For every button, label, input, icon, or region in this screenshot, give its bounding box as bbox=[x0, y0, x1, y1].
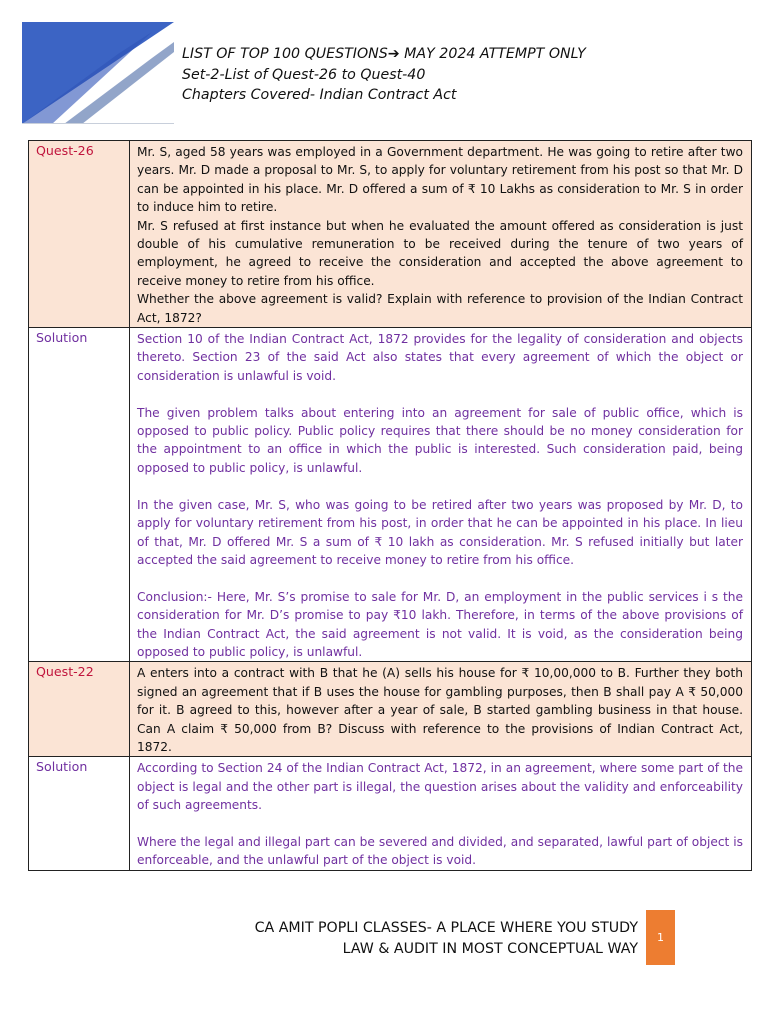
logo-graphic bbox=[22, 22, 174, 124]
header-chapters: Chapters Covered- Indian Contract Act bbox=[182, 87, 457, 103]
question-text bbox=[130, 662, 752, 757]
solution-paragraph: Where the legal and illegal part can be severed and divided, and separated, lawful part of object is enforceable, and the unlawful part of the object is void. bbox=[137, 834, 743, 868]
solution-paragraph: Conclusion:- Here, Mr. S’s promise to sale for Mr. D, an employment in the public services i s the consideration for Mr. D’s promise to pay ₹10 lakh. Therefore, in terms of the above provisions of the Indian Contract Act, the said agreement is not valid. It is void, as the consideration being opposed to public policy, is unlawful. bbox=[137, 589, 743, 659]
solution-paragraph: In the given case, Mr. S, who was going to be retired after two years was proposed by Mr. D, to apply for voluntary retirement from his post, in order that he can be appointed in his place. In lieu of that, Mr. D offered Mr. S a sum of ₹ 10 lakh as consideration. Mr. S refused initially but later accepted the said agreement to receive money to retire from his office. bbox=[137, 497, 743, 567]
footer-line: LAW & AUDIT IN MOST CONCEPTUAL WAY bbox=[342, 940, 638, 957]
question-text bbox=[130, 141, 752, 328]
solution-paragraph: Section 10 of the Indian Contract Act, 1872 provides for the legality of consideration and objects thereto. Section 23 of the said Act also states that every agreement of which the object or consideration is unlawful is void. bbox=[137, 332, 743, 383]
question-row bbox=[29, 662, 752, 757]
question-paragraph: A enters into a contract with B that he (A) sells his house for ₹ 10,00,000 to B. Further they both signed an agreement that if B uses the house for gambling purposes, then B shall pay A ₹ 50,000 for it. B agreed to this, however after a year of sale, B started gambling business in that house. Can A claim ₹ 50,000 from B? Discuss with reference to the provisions of Indian Contract Act, 1872. bbox=[137, 666, 743, 754]
question-paragraph: Mr. S, aged 58 years was employed in a Government department. He was going to retire after two years. Mr. D made a proposal to Mr. S, to apply for voluntary retirement from his post so that Mr. D can be appointed in his place. Mr. D offered a sum of ₹ 10 Lakhs as consideration to Mr. S in order to induce him to retire. bbox=[137, 145, 743, 215]
row-label: Quest-22 bbox=[29, 662, 130, 757]
question-paragraph: Whether the above agreement is valid? Explain with reference to provision of the Indian Contract Act, 1872? bbox=[137, 292, 743, 325]
row-label: Quest-26 bbox=[29, 141, 130, 328]
header-title: LIST OF TOP 100 QUESTIONS➔ MAY 2024 ATTEMPT ONLY bbox=[182, 46, 586, 62]
header-set: Set-2-List of Quest-26 to Quest-40 bbox=[182, 66, 426, 83]
row-label: Solution bbox=[29, 757, 130, 870]
page-number-badge: 1 bbox=[646, 910, 675, 965]
solution-row bbox=[29, 328, 752, 662]
solution-paragraph: According to Section 24 of the Indian Contract Act, 1872, in an agreement, where some part of the object is legal and the other part is illegal, the question arises about the validity and enforceability of such agreements. bbox=[137, 761, 743, 813]
page-footer bbox=[255, 918, 638, 959]
question-paragraph: Mr. S refused at first instance but when he evaluated the amount offered as consideration is just double of his cumulative remuneration to be received during the tenure of two years of employment, he agreed to receive the consideration and accepted the above agreement to receive money to retire from his office. bbox=[137, 218, 743, 288]
document-header bbox=[182, 44, 586, 106]
questions-table bbox=[28, 140, 752, 871]
solution-row bbox=[29, 757, 752, 870]
solution-paragraph: The given problem talks about entering into an agreement for sale of public office, which is opposed to public policy. Public policy requires that there should be no money consideration for the appointment to an office in which the public is interested. Such consideration paid, being opposed to public policy, is unlawful. bbox=[137, 405, 743, 475]
solution-text bbox=[130, 757, 752, 870]
solution-text bbox=[130, 328, 752, 662]
footer-line: CA AMIT POPLI CLASSES- A PLACE WHERE YOU STUDY bbox=[254, 920, 638, 936]
row-label: Solution bbox=[29, 328, 130, 662]
question-row bbox=[29, 141, 752, 328]
